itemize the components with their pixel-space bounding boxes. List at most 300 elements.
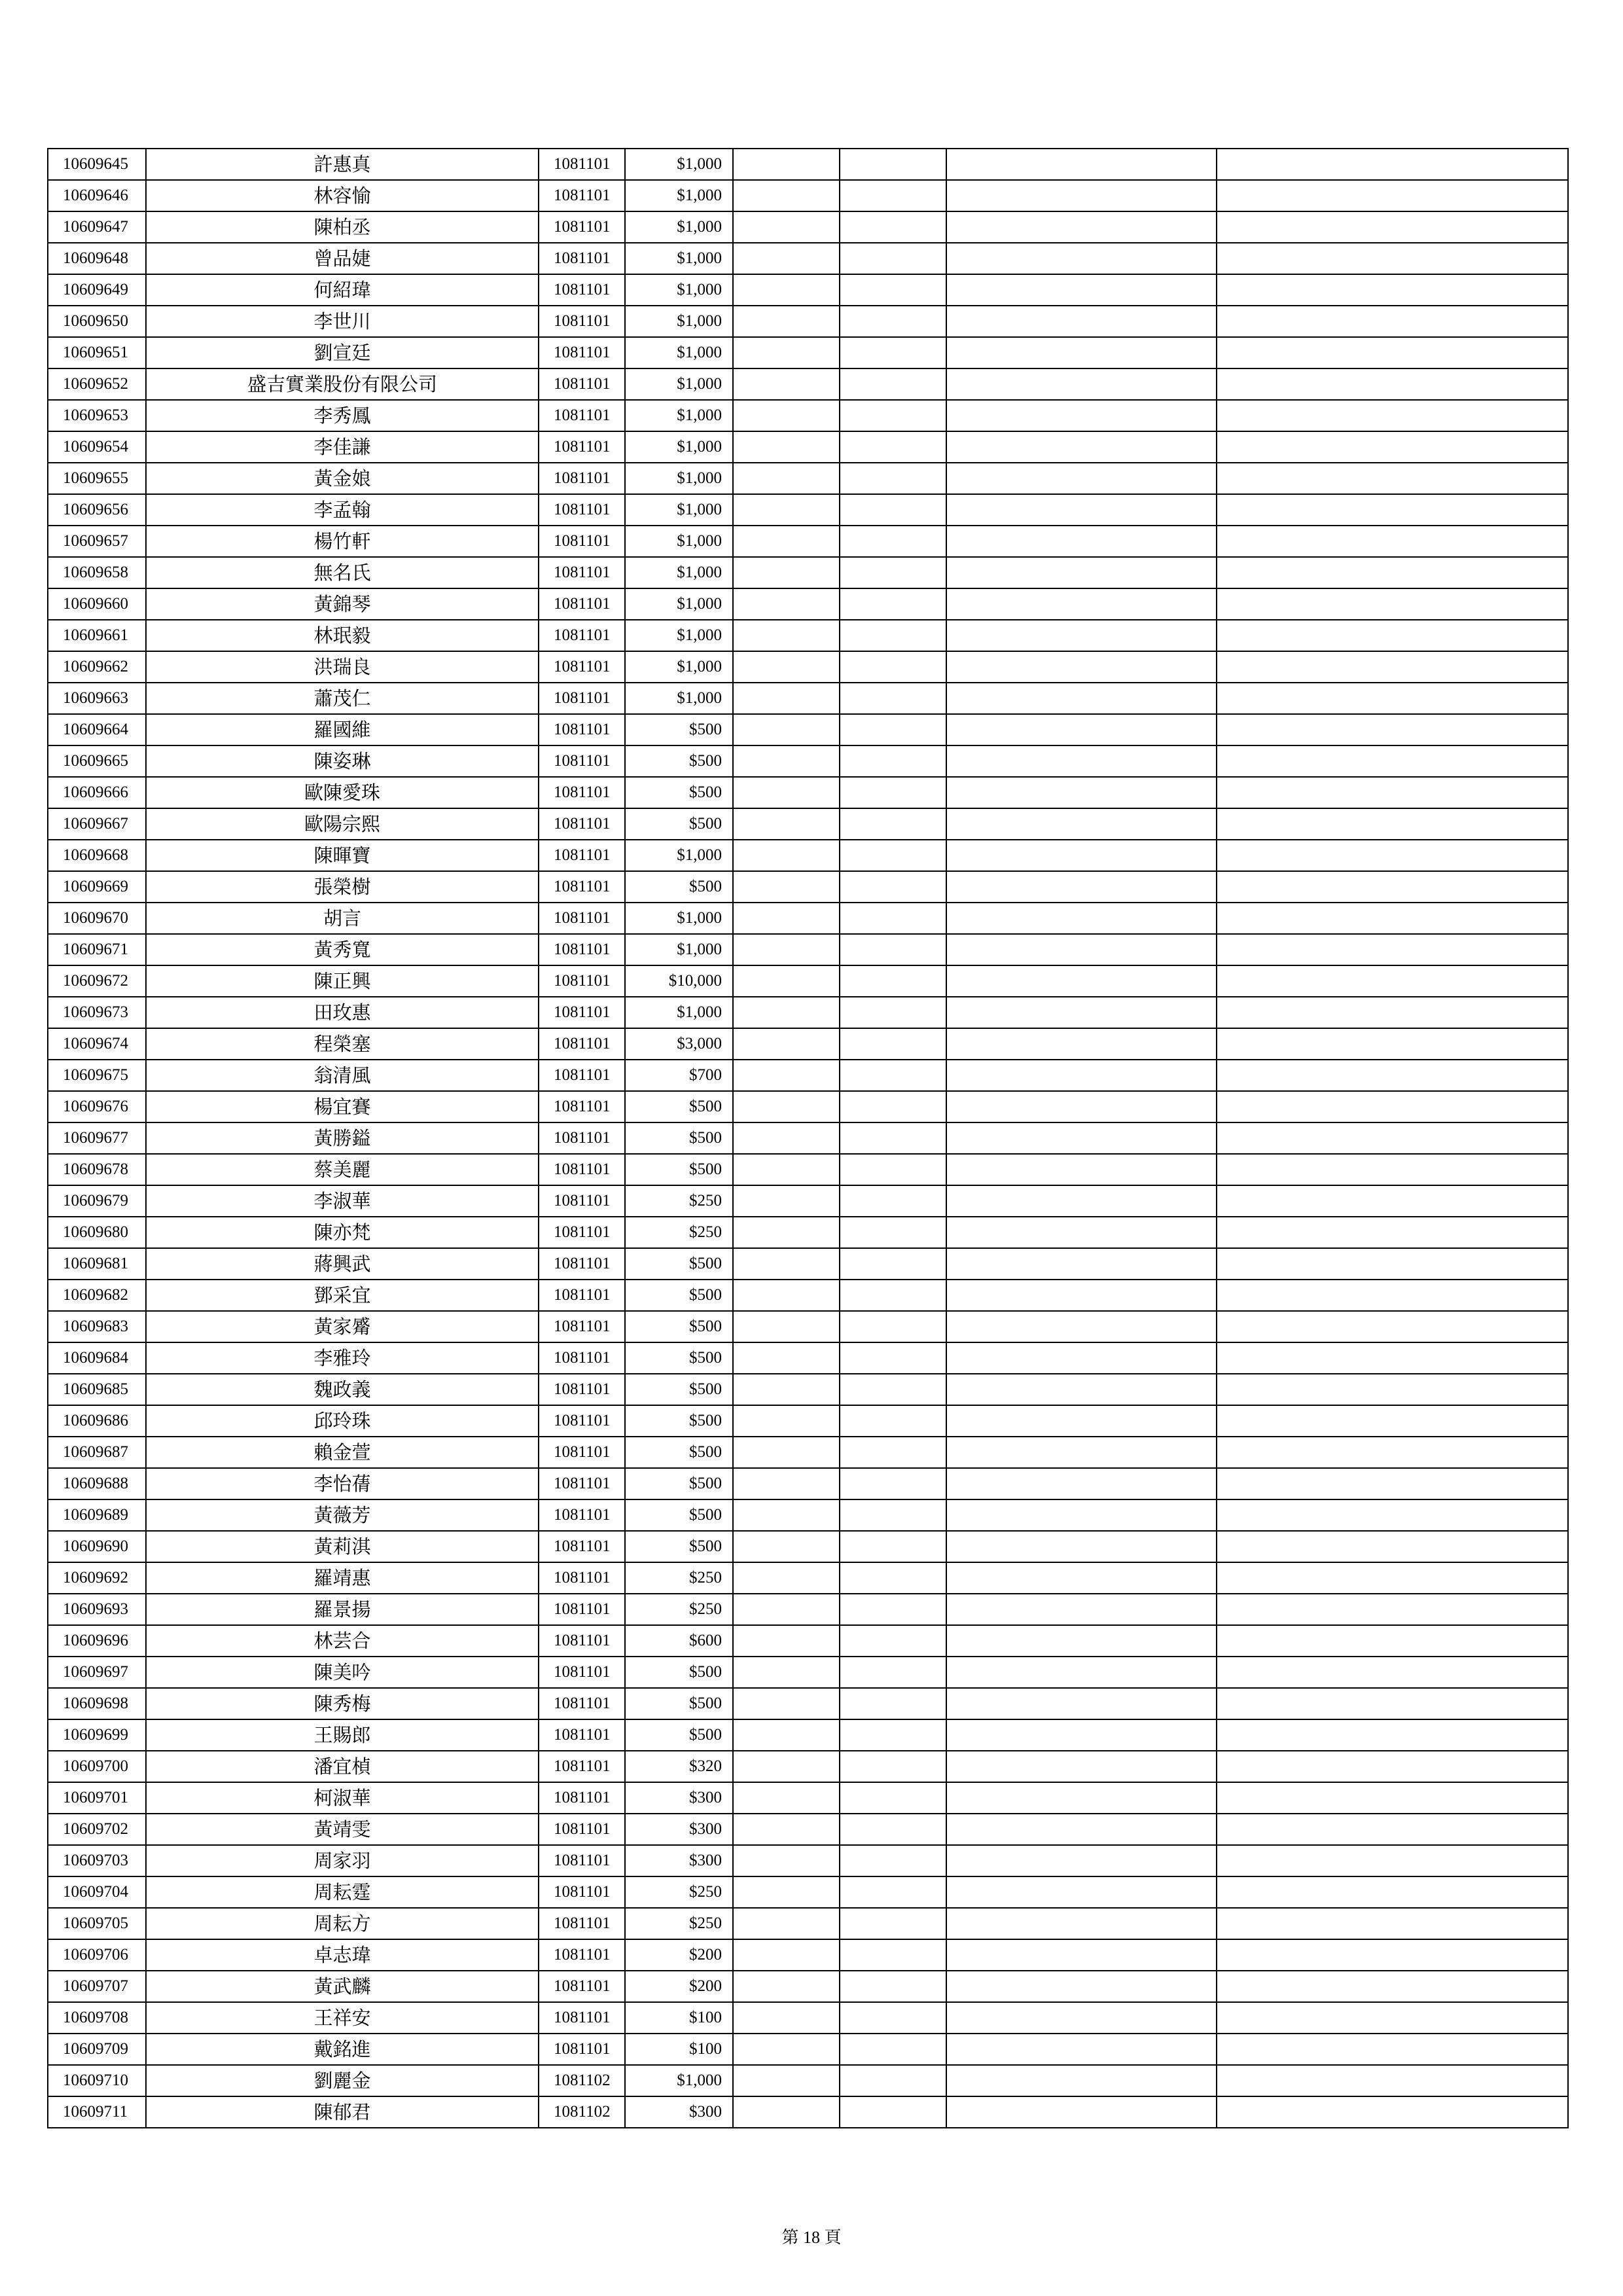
donor-name-cell: 黃武麟 (146, 1971, 539, 2002)
receipt-number-cell: 10609699 (48, 1719, 146, 1751)
date-cell: 1081101 (539, 494, 625, 526)
table-row (48, 683, 1568, 714)
empty-cell (1217, 2096, 1568, 2128)
receipt-number-cell: 10609711 (48, 2096, 146, 2128)
empty-cell (946, 683, 1217, 714)
empty-cell (733, 1437, 840, 1468)
date-cell: 1081101 (539, 1688, 625, 1719)
empty-cell (1217, 1060, 1568, 1091)
donor-name-cell: 周耘方 (146, 1908, 539, 1939)
empty-cell (1217, 745, 1568, 777)
receipt-number-cell: 10609678 (48, 1154, 146, 1185)
receipt-number-cell: 10609706 (48, 1939, 146, 1971)
date-cell: 1081101 (539, 1971, 625, 2002)
amount-cell: $3,000 (625, 1028, 733, 1060)
empty-cell (733, 1688, 840, 1719)
receipt-number-cell: 10609649 (48, 274, 146, 306)
donor-name-cell: 林容愉 (146, 180, 539, 211)
empty-cell (840, 526, 946, 557)
date-cell: 1081101 (539, 1060, 625, 1091)
date-cell: 1081101 (539, 934, 625, 965)
amount-cell: $100 (625, 2034, 733, 2065)
donor-name-cell: 劉宣廷 (146, 337, 539, 368)
table-row (48, 1625, 1568, 1657)
receipt-number-cell: 10609689 (48, 1499, 146, 1531)
empty-cell (733, 337, 840, 368)
empty-cell (840, 2034, 946, 2065)
table-row (48, 714, 1568, 745)
amount-cell: $1,000 (625, 431, 733, 463)
amount-cell: $1,000 (625, 526, 733, 557)
receipt-number-cell: 10609670 (48, 903, 146, 934)
receipt-number-cell: 10609710 (48, 2065, 146, 2096)
date-cell: 1081101 (539, 840, 625, 871)
date-cell: 1081101 (539, 149, 625, 180)
date-cell: 1081101 (539, 777, 625, 808)
date-cell: 1081101 (539, 243, 625, 274)
empty-cell (840, 1405, 946, 1437)
donor-name-cell: 無名氏 (146, 557, 539, 588)
receipt-number-cell: 10609709 (48, 2034, 146, 2065)
donor-name-cell: 黃家觱 (146, 1311, 539, 1342)
amount-cell: $500 (625, 1122, 733, 1154)
date-cell: 1081101 (539, 180, 625, 211)
empty-cell (946, 494, 1217, 526)
empty-cell (946, 2065, 1217, 2096)
empty-cell (1217, 1468, 1568, 1499)
empty-cell (1217, 1248, 1568, 1280)
empty-cell (946, 777, 1217, 808)
receipt-number-cell: 10609687 (48, 1437, 146, 1468)
table-row (48, 149, 1568, 180)
date-cell: 1081101 (539, 368, 625, 400)
date-cell: 1081101 (539, 337, 625, 368)
empty-cell (1217, 1342, 1568, 1374)
empty-cell (840, 1091, 946, 1122)
donor-name-cell: 王祥安 (146, 2002, 539, 2034)
donor-name-cell: 李雅玲 (146, 1342, 539, 1374)
donor-name-cell: 賴金萱 (146, 1437, 539, 1468)
empty-cell (733, 180, 840, 211)
receipt-number-cell: 10609683 (48, 1311, 146, 1342)
table-row (48, 2065, 1568, 2096)
table-row (48, 1751, 1568, 1782)
empty-cell (1217, 1499, 1568, 1531)
empty-cell (946, 1154, 1217, 1185)
empty-cell (1217, 1751, 1568, 1782)
receipt-number-cell: 10609680 (48, 1217, 146, 1248)
empty-cell (840, 1248, 946, 1280)
table-row (48, 274, 1568, 306)
empty-cell (733, 2065, 840, 2096)
empty-cell (733, 651, 840, 683)
empty-cell (840, 683, 946, 714)
table-row (48, 1939, 1568, 1971)
empty-cell (733, 274, 840, 306)
table-row (48, 1060, 1568, 1091)
empty-cell (1217, 1688, 1568, 1719)
empty-cell (946, 1531, 1217, 1562)
empty-cell (1217, 1405, 1568, 1437)
table-row (48, 2002, 1568, 2034)
empty-cell (840, 1719, 946, 1751)
amount-cell: $500 (625, 1437, 733, 1468)
table-row (48, 2034, 1568, 2065)
empty-cell (946, 840, 1217, 871)
empty-cell (840, 934, 946, 965)
table-row (48, 903, 1568, 934)
amount-cell: $500 (625, 714, 733, 745)
empty-cell (1217, 274, 1568, 306)
empty-cell (946, 400, 1217, 431)
empty-cell (946, 714, 1217, 745)
empty-cell (946, 1782, 1217, 1814)
receipt-number-cell: 10609672 (48, 965, 146, 997)
receipt-number-cell: 10609667 (48, 808, 146, 840)
amount-cell: $250 (625, 1908, 733, 1939)
date-cell: 1081101 (539, 1154, 625, 1185)
table-row (48, 526, 1568, 557)
receipt-number-cell: 10609696 (48, 1625, 146, 1657)
empty-cell (733, 808, 840, 840)
amount-cell: $1,000 (625, 368, 733, 400)
amount-cell: $1,000 (625, 463, 733, 494)
table-row (48, 1405, 1568, 1437)
amount-cell: $500 (625, 1091, 733, 1122)
donor-name-cell: 許惠真 (146, 149, 539, 180)
table-row (48, 1908, 1568, 1939)
empty-cell (1217, 1311, 1568, 1342)
empty-cell (733, 1625, 840, 1657)
table-row (48, 1971, 1568, 2002)
amount-cell: $250 (625, 1185, 733, 1217)
date-cell: 1081101 (539, 1562, 625, 1594)
date-cell: 1081101 (539, 1374, 625, 1405)
receipt-number-cell: 10609688 (48, 1468, 146, 1499)
amount-cell: $1,000 (625, 400, 733, 431)
amount-cell: $1,000 (625, 997, 733, 1028)
donor-name-cell: 魏政義 (146, 1374, 539, 1405)
empty-cell (1217, 1531, 1568, 1562)
amount-cell: $500 (625, 745, 733, 777)
empty-cell (1217, 1122, 1568, 1154)
receipt-number-cell: 10609692 (48, 1562, 146, 1594)
receipt-number-cell: 10609697 (48, 1657, 146, 1688)
empty-cell (840, 651, 946, 683)
empty-cell (733, 2002, 840, 2034)
date-cell: 1081101 (539, 1625, 625, 1657)
empty-cell (1217, 1091, 1568, 1122)
date-cell: 1081101 (539, 871, 625, 903)
empty-cell (733, 1122, 840, 1154)
receipt-number-cell: 10609645 (48, 149, 146, 180)
table-row (48, 368, 1568, 400)
amount-cell: $300 (625, 1845, 733, 1876)
table-row (48, 588, 1568, 620)
empty-cell (840, 2065, 946, 2096)
donor-name-cell: 王賜郎 (146, 1719, 539, 1751)
receipt-number-cell: 10609673 (48, 997, 146, 1028)
amount-cell: $500 (625, 1311, 733, 1342)
table-row (48, 431, 1568, 463)
date-cell: 1081101 (539, 714, 625, 745)
empty-cell (946, 337, 1217, 368)
empty-cell (733, 934, 840, 965)
empty-cell (840, 1814, 946, 1845)
empty-cell (840, 1374, 946, 1405)
empty-cell (946, 1939, 1217, 1971)
empty-cell (840, 211, 946, 243)
empty-cell (1217, 1939, 1568, 1971)
empty-cell (840, 997, 946, 1028)
empty-cell (840, 1908, 946, 1939)
donor-name-cell: 柯淑華 (146, 1782, 539, 1814)
empty-cell (733, 683, 840, 714)
empty-cell (733, 1719, 840, 1751)
empty-cell (1217, 1217, 1568, 1248)
empty-cell (733, 463, 840, 494)
donor-name-cell: 田玫惠 (146, 997, 539, 1028)
empty-cell (946, 211, 1217, 243)
empty-cell (1217, 494, 1568, 526)
date-cell: 1081101 (539, 1876, 625, 1908)
empty-cell (946, 1060, 1217, 1091)
empty-cell (733, 903, 840, 934)
donor-name-cell: 曾品婕 (146, 243, 539, 274)
empty-cell (1217, 683, 1568, 714)
empty-cell (840, 243, 946, 274)
table-row (48, 1437, 1568, 1468)
empty-cell (1217, 1374, 1568, 1405)
donor-name-cell: 李佳謙 (146, 431, 539, 463)
empty-cell (1217, 1971, 1568, 2002)
empty-cell (946, 2034, 1217, 2065)
empty-cell (840, 1625, 946, 1657)
donor-name-cell: 陳郁君 (146, 2096, 539, 2128)
empty-cell (946, 463, 1217, 494)
date-cell: 1081101 (539, 463, 625, 494)
empty-cell (1217, 337, 1568, 368)
empty-cell (1217, 243, 1568, 274)
amount-cell: $250 (625, 1876, 733, 1908)
receipt-number-cell: 10609664 (48, 714, 146, 745)
receipt-number-cell: 10609651 (48, 337, 146, 368)
table-row (48, 1531, 1568, 1562)
empty-cell (946, 368, 1217, 400)
empty-cell (840, 180, 946, 211)
date-cell: 1081101 (539, 1751, 625, 1782)
receipt-number-cell: 10609663 (48, 683, 146, 714)
date-cell: 1081101 (539, 1342, 625, 1374)
donor-name-cell: 李淑華 (146, 1185, 539, 1217)
empty-cell (840, 1154, 946, 1185)
empty-cell (840, 557, 946, 588)
date-cell: 1081101 (539, 808, 625, 840)
date-cell: 1081101 (539, 1122, 625, 1154)
empty-cell (733, 1657, 840, 1688)
empty-cell (946, 871, 1217, 903)
table-row (48, 840, 1568, 871)
donor-name-cell: 蔡美麗 (146, 1154, 539, 1185)
date-cell: 1081101 (539, 997, 625, 1028)
receipt-number-cell: 10609675 (48, 1060, 146, 1091)
empty-cell (946, 306, 1217, 337)
empty-cell (733, 620, 840, 651)
empty-cell (840, 337, 946, 368)
receipt-number-cell: 10609669 (48, 871, 146, 903)
empty-cell (733, 1248, 840, 1280)
amount-cell: $500 (625, 1719, 733, 1751)
amount-cell: $500 (625, 1531, 733, 1562)
table-row (48, 777, 1568, 808)
donor-name-cell: 歐陳愛珠 (146, 777, 539, 808)
empty-cell (840, 1028, 946, 1060)
empty-cell (946, 903, 1217, 934)
empty-cell (1217, 1782, 1568, 1814)
empty-cell (1217, 1719, 1568, 1751)
date-cell: 1081101 (539, 1028, 625, 1060)
donor-name-cell: 黃勝鎰 (146, 1122, 539, 1154)
amount-cell: $1,000 (625, 211, 733, 243)
donor-name-cell: 李世川 (146, 306, 539, 337)
empty-cell (840, 1939, 946, 1971)
empty-cell (733, 1217, 840, 1248)
empty-cell (946, 620, 1217, 651)
donor-name-cell: 林芸合 (146, 1625, 539, 1657)
empty-cell (1217, 557, 1568, 588)
amount-cell: $10,000 (625, 965, 733, 997)
empty-cell (1217, 1594, 1568, 1625)
empty-cell (840, 808, 946, 840)
donor-name-cell: 黃錦琴 (146, 588, 539, 620)
date-cell: 1081101 (539, 651, 625, 683)
date-cell: 1081101 (539, 1185, 625, 1217)
receipt-number-cell: 10609701 (48, 1782, 146, 1814)
empty-cell (733, 840, 840, 871)
empty-cell (840, 1531, 946, 1562)
empty-cell (946, 1091, 1217, 1122)
empty-cell (840, 777, 946, 808)
empty-cell (840, 1311, 946, 1342)
empty-cell (1217, 620, 1568, 651)
donor-name-cell: 楊宜賽 (146, 1091, 539, 1122)
date-cell: 1081101 (539, 557, 625, 588)
empty-cell (840, 1185, 946, 1217)
receipt-number-cell: 10609652 (48, 368, 146, 400)
date-cell: 1081101 (539, 1939, 625, 1971)
empty-cell (840, 1751, 946, 1782)
table-row (48, 1342, 1568, 1374)
empty-cell (733, 1908, 840, 1939)
empty-cell (946, 808, 1217, 840)
empty-cell (733, 526, 840, 557)
amount-cell: $250 (625, 1217, 733, 1248)
empty-cell (1217, 211, 1568, 243)
table-row (48, 337, 1568, 368)
empty-cell (840, 2002, 946, 2034)
empty-cell (840, 274, 946, 306)
empty-cell (840, 1499, 946, 1531)
donor-name-cell: 陳亦梵 (146, 1217, 539, 1248)
donor-name-cell: 李怡蒨 (146, 1468, 539, 1499)
table-row (48, 463, 1568, 494)
receipt-number-cell: 10609703 (48, 1845, 146, 1876)
receipt-number-cell: 10609648 (48, 243, 146, 274)
donor-name-cell: 洪瑞良 (146, 651, 539, 683)
table-row (48, 400, 1568, 431)
empty-cell (1217, 714, 1568, 745)
table-row (48, 1280, 1568, 1311)
empty-cell (1217, 431, 1568, 463)
table-row (48, 1122, 1568, 1154)
empty-cell (1217, 2065, 1568, 2096)
empty-cell (1217, 526, 1568, 557)
empty-cell (733, 557, 840, 588)
date-cell: 1081101 (539, 2002, 625, 2034)
date-cell: 1081101 (539, 903, 625, 934)
amount-cell: $500 (625, 808, 733, 840)
table-row (48, 1657, 1568, 1688)
donor-name-cell: 戴銘進 (146, 2034, 539, 2065)
donor-name-cell: 李孟翰 (146, 494, 539, 526)
date-cell: 1081101 (539, 1908, 625, 1939)
donor-name-cell: 蕭茂仁 (146, 683, 539, 714)
donor-name-cell: 張榮樹 (146, 871, 539, 903)
empty-cell (733, 1594, 840, 1625)
empty-cell (733, 1782, 840, 1814)
empty-cell (1217, 965, 1568, 997)
receipt-number-cell: 10609660 (48, 588, 146, 620)
table-row (48, 997, 1568, 1028)
empty-cell (946, 1437, 1217, 1468)
empty-cell (946, 1122, 1217, 1154)
empty-cell (946, 1908, 1217, 1939)
empty-cell (1217, 1845, 1568, 1876)
empty-cell (1217, 808, 1568, 840)
receipt-number-cell: 10609668 (48, 840, 146, 871)
donor-name-cell: 周耘霆 (146, 1876, 539, 1908)
empty-cell (946, 1876, 1217, 1908)
donor-name-cell: 程榮塞 (146, 1028, 539, 1060)
amount-cell: $500 (625, 1342, 733, 1374)
empty-cell (840, 2096, 946, 2128)
donor-name-cell: 劉麗金 (146, 2065, 539, 2096)
date-cell: 1081101 (539, 400, 625, 431)
amount-cell: $1,000 (625, 557, 733, 588)
page-number: 第 18 頁 (781, 2228, 842, 2247)
donor-name-cell: 黃秀寬 (146, 934, 539, 965)
date-cell: 1081101 (539, 1531, 625, 1562)
receipt-number-cell: 10609653 (48, 400, 146, 431)
receipt-number-cell: 10609676 (48, 1091, 146, 1122)
empty-cell (1217, 1657, 1568, 1688)
empty-cell (840, 714, 946, 745)
empty-cell (733, 1531, 840, 1562)
empty-cell (946, 1625, 1217, 1657)
empty-cell (1217, 400, 1568, 431)
empty-cell (946, 1185, 1217, 1217)
empty-cell (840, 965, 946, 997)
empty-cell (1217, 777, 1568, 808)
empty-cell (733, 745, 840, 777)
date-cell: 1081101 (539, 1814, 625, 1845)
empty-cell (840, 903, 946, 934)
donor-name-cell: 陳姿琳 (146, 745, 539, 777)
empty-cell (1217, 1814, 1568, 1845)
empty-cell (840, 1280, 946, 1311)
empty-cell (733, 1185, 840, 1217)
table-row (48, 1688, 1568, 1719)
